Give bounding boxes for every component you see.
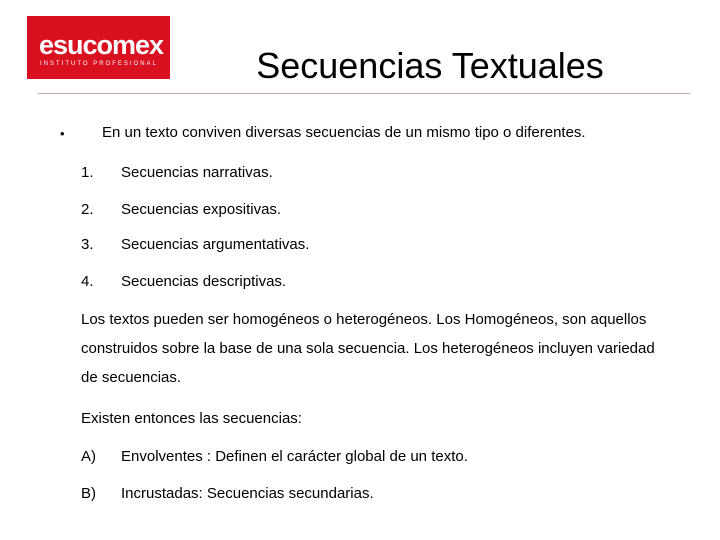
intro-text: En un texto conviven diversas secuencias de un mismo tipo o diferentes. <box>102 124 586 141</box>
type-item-text: Envolventes : Definen el carácter global de un texto. <box>121 448 468 465</box>
slide-title: Secuencias Textuales <box>256 45 604 86</box>
list-marker: 4. <box>81 273 94 290</box>
bullet-icon: • <box>60 126 65 141</box>
list-item-text: Secuencias argumentativas. <box>121 236 310 253</box>
list-marker: 3. <box>81 236 94 253</box>
list-item-text: Secuencias descriptivas. <box>121 273 287 290</box>
esucomex-logo <box>27 16 170 79</box>
type-marker: B) <box>81 485 96 502</box>
logo-tagline: INSTITUTO PROFESIONAL <box>40 61 158 67</box>
homogeneous-paragraph: Los textos pueden ser homogéneos o heterogéneos. Los Homogéneos, son aquellos construidos sobre la base de una sola secuencia. Los heterogéneos incluyen variedad de secuencias. <box>81 311 655 386</box>
list-item-text: Secuencias expositivas. <box>121 201 282 218</box>
exist-line: Existen entonces las secuencias: <box>81 410 302 427</box>
type-marker: A) <box>81 448 96 465</box>
list-marker: 1. <box>81 164 94 181</box>
list-marker: 2. <box>81 201 94 218</box>
type-item-text: Incrustadas: Secuencias secundarias. <box>121 485 374 502</box>
list-item-text: Secuencias narrativas. <box>121 164 273 181</box>
logo-brand: esucomex <box>39 30 164 60</box>
title-divider <box>38 93 690 94</box>
